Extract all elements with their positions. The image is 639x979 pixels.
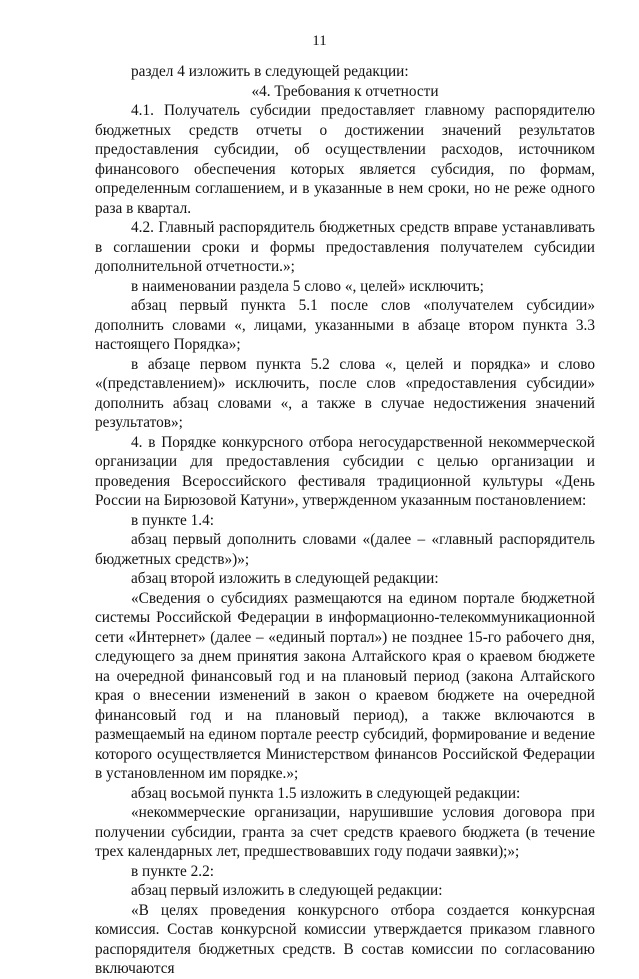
document-body — [95, 62, 595, 979]
paragraph: 4. в Порядке конкурсного отбора негосударственной некоммерческой организации для предоставления субсидии с целью организации и проведения Всероссийского фестиваля традиционной культуры «День России на Бирюзовой Катуни», утвержденном указанным постановлением: — [95, 433, 595, 509]
paragraph: абзац первый дополнить словами «(далее – «главный распорядитель бюджетных средств»)»; — [95, 531, 595, 568]
paragraph: в пункте 2.2: — [131, 862, 214, 880]
paragraph: абзац первый изложить в следующей редакции: — [131, 882, 443, 899]
paragraph: абзац восьмой пункта 1.5 изложить в следующей редакции: — [131, 784, 521, 802]
paragraph: раздел 4 изложить в следующей редакции: — [131, 63, 409, 80]
paragraph: 4.1. Получатель субсидии предоставляет главному распорядителю бюджетных средств отчеты о достижении значений результатов предоставления субсидии, об осуществлении расходов, источником финансового обеспечения которых является субсидия, по формам, определенным соглашением, и в указанные в нем сроки, но не реже одного раза в квартал. — [95, 102, 595, 217]
section-heading: «4. Требования к отчетности — [251, 82, 439, 100]
page-number: 11 — [312, 33, 327, 49]
paragraph: в пункте 1.4: — [131, 511, 214, 529]
paragraph: «Сведения о субсидиях размещаются на едином портале бюджетной системы Российской Федерации в информационно-телекоммуникационной сети «Интернет» (далее – «единый портал») не позднее 15-го рабочего дня, следующего за днем принятия закона Алтайского края о краевом бюджете на очередной финансовый год и на плановый период (закона Алтайского края о внесении изменений в закон о краевом бюджете на очередной финансовый год и на плановый период), а также включаются в размещаемый на едином портале реестр субсидий, формирование и ведение которого осуществляется Министерством финансов Российской Федерации в установленном им порядке.»; — [95, 589, 595, 782]
paragraph: 4.2. Главный распорядитель бюджетных средств вправе устанавливать в соглашении сроки и формы предоставления получателем субсидии дополнительной отчетности.»; — [95, 219, 595, 275]
paragraph: «некоммерческие организации, нарушившие условия договора при получении субсидии, гранта за счет средств краевого бюджета (в течение трех календарных лет, предшествовавших году подачи заявки);»; — [95, 804, 595, 860]
paragraph: абзац первый пункта 5.1 после слов «получателем субсидии» дополнить словами «, лицами, указанными в абзаце втором пункта 3.3 настоящего Порядка»; — [95, 297, 595, 353]
paragraph: в наименовании раздела 5 слово «, целей» исключить; — [131, 277, 484, 295]
paragraph: в абзаце первом пункта 5.2 слова «, целей и порядка» и слово «(представлением)» исключить, после слов «предоставления субсидии» дополнить абзац словами «, а также в случае недостижения значений результатов»; — [95, 355, 595, 431]
paragraph: абзац второй изложить в следующей редакции: — [131, 570, 439, 587]
paragraph: «В целях проведения конкурсного отбора создается конкурсная комиссия. Состав конкурсной комиссии утверждается приказом главного распорядителя бюджетных средств. В состав комиссии по согласованию включаются — [95, 901, 595, 977]
